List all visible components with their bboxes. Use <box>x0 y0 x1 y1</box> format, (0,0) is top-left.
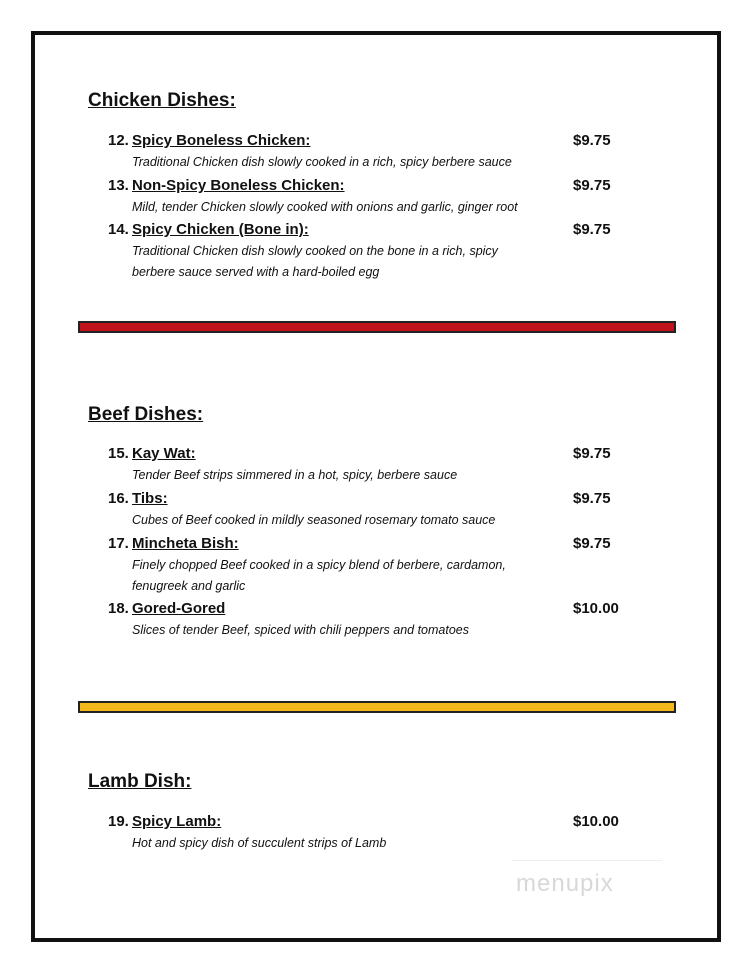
item-number: 17. <box>108 535 129 552</box>
item-name: Gored-Gored <box>132 600 226 617</box>
item-price: $10.00 <box>573 600 619 617</box>
item-name: Spicy Chicken (Bone in): <box>132 221 309 238</box>
red-divider <box>78 321 676 333</box>
item-number: 13. <box>108 177 129 194</box>
item-name: Kay Wat: <box>132 445 196 462</box>
yellow-divider <box>78 701 676 713</box>
item-description: Traditional Chicken dish slowly cooked on the bone in a rich, spicy <box>132 244 498 258</box>
item-number: 12. <box>108 132 129 149</box>
item-price: $9.75 <box>573 490 611 507</box>
item-name: Spicy Boneless Chicken: <box>132 132 311 149</box>
watermark-line <box>512 860 662 861</box>
section-heading: Lamb Dish: <box>88 771 192 792</box>
item-price: $10.00 <box>573 813 619 830</box>
watermark-logo: menupix <box>516 870 614 897</box>
item-description: Finely chopped Beef cooked in a spicy blend of berbere, cardamon, <box>132 558 506 572</box>
item-price: $9.75 <box>573 445 611 462</box>
item-number: 19. <box>108 813 129 830</box>
item-description: berbere sauce served with a hard-boiled egg <box>132 265 380 279</box>
item-number: 18. <box>108 600 129 617</box>
item-name: Non-Spicy Boneless Chicken: <box>132 177 345 194</box>
item-description: fenugreek and garlic <box>132 579 246 593</box>
item-price: $9.75 <box>573 221 611 238</box>
item-price: $9.75 <box>573 535 611 552</box>
item-description: Slices of tender Beef, spiced with chili peppers and tomatoes <box>132 623 469 637</box>
section-heading: Chicken Dishes: <box>88 90 236 111</box>
item-price: $9.75 <box>573 177 611 194</box>
item-description: Hot and spicy dish of succulent strips of Lamb <box>132 836 387 850</box>
item-name: Tibs: <box>132 490 168 507</box>
item-description: Tender Beef strips simmered in a hot, spicy, berbere sauce <box>132 468 458 482</box>
item-price: $9.75 <box>573 132 611 149</box>
item-number: 14. <box>108 221 129 238</box>
section-heading: Beef Dishes: <box>88 404 204 425</box>
item-name: Mincheta Bish: <box>132 535 239 552</box>
item-number: 16. <box>108 490 129 507</box>
item-description: Cubes of Beef cooked in mildly seasoned rosemary tomato sauce <box>132 513 496 527</box>
item-description: Mild, tender Chicken slowly cooked with onions and garlic, ginger root <box>132 200 518 214</box>
item-number: 15. <box>108 445 129 462</box>
item-name: Spicy Lamb: <box>132 813 222 830</box>
item-description: Traditional Chicken dish slowly cooked in a rich, spicy berbere sauce <box>132 155 512 169</box>
